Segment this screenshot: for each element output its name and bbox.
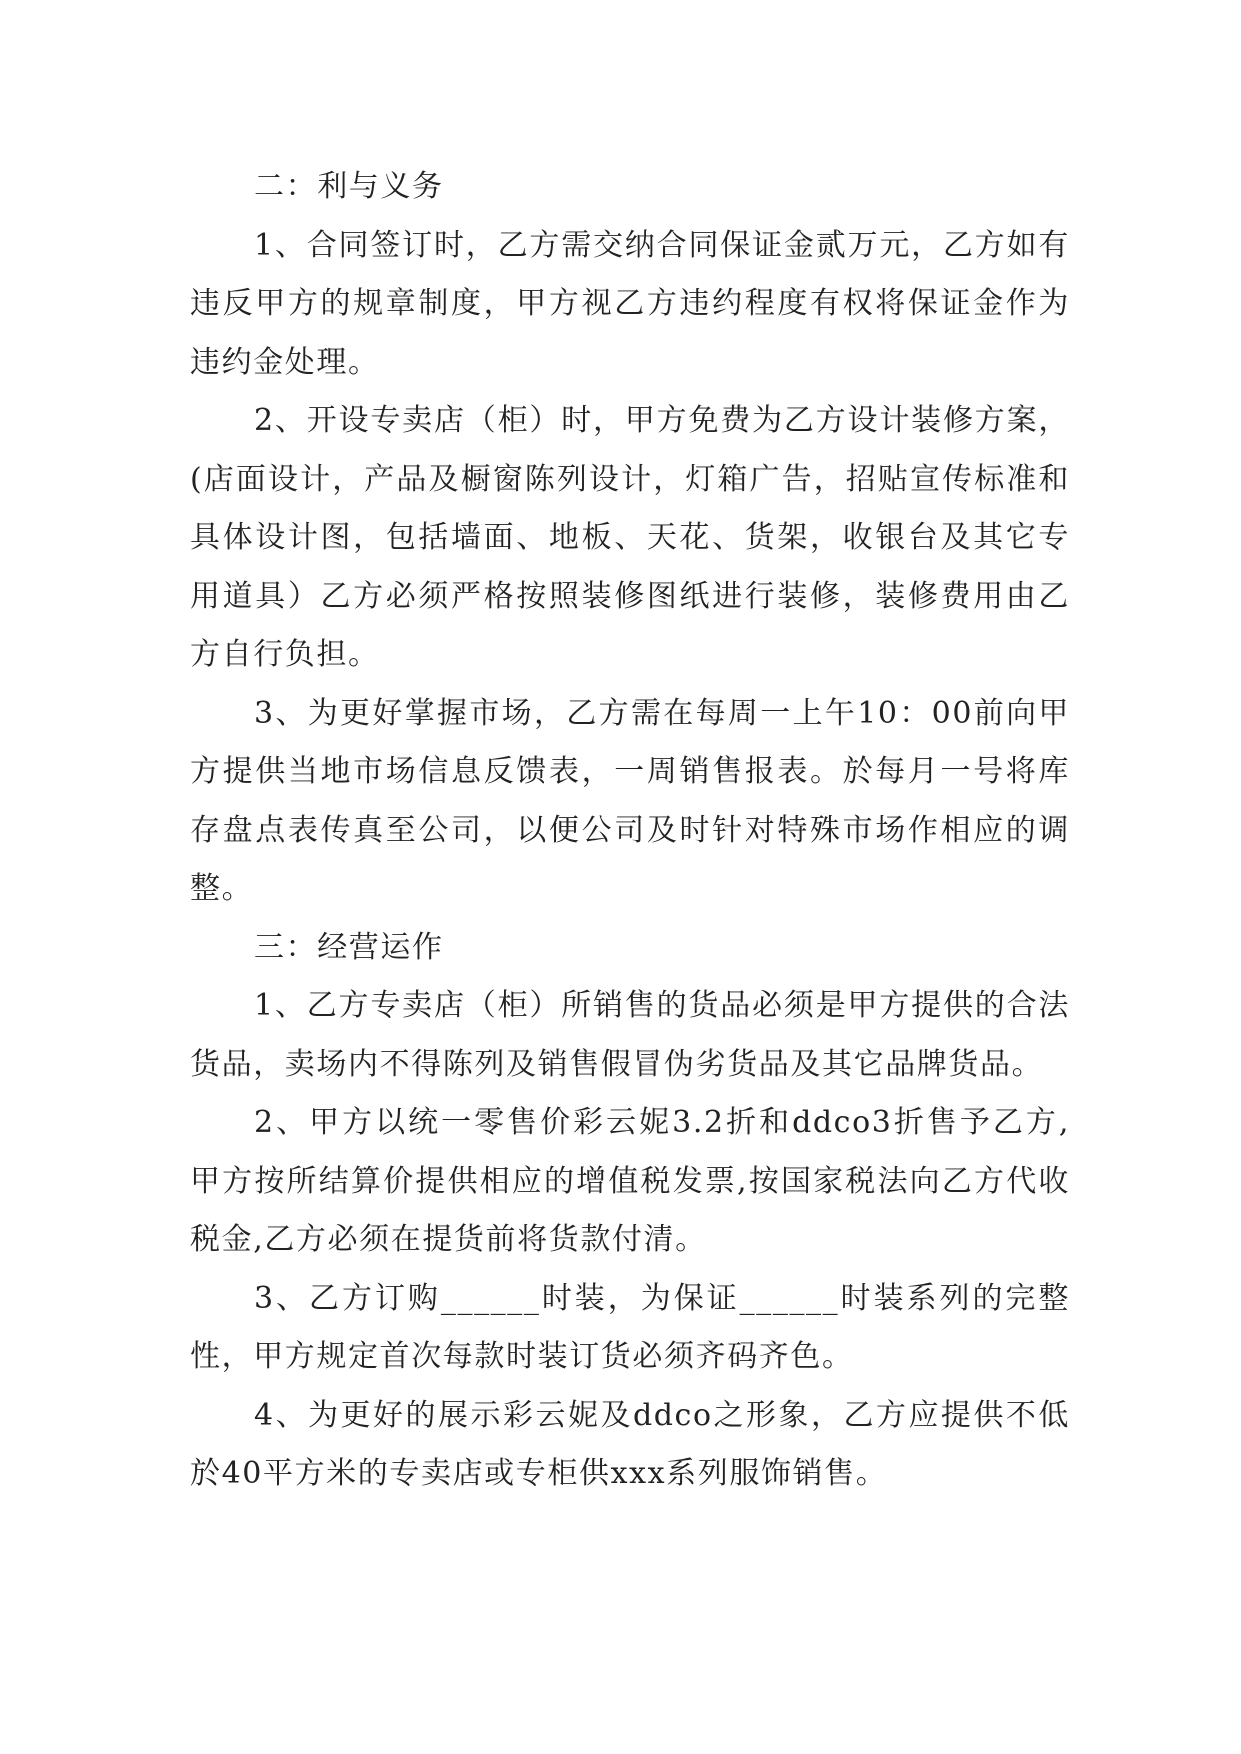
section-heading-operations: 三：经营运作 bbox=[254, 929, 444, 965]
clause-paragraph: 4、为更好的展示彩云妮及ddco之形象，乙方应提供不低於40平方米的专卖店或专柜供xxx系列服饰销售。 bbox=[190, 1397, 1070, 1491]
clause-paragraph: 3、乙方订购______时装，为保证______时装系列的完整性，甲方规定首次每款时装订货必须齐码齐色。 bbox=[190, 1280, 1070, 1374]
clause-paragraph: 3、为更好掌握市场，乙方需在每周一上午10：00前向甲方提供当地市场信息反馈表，一周销售报表。於每月一号将库存盘点表传真至公司，以便公司及时针对特殊市场作相应的调整。 bbox=[190, 695, 1070, 906]
document-body bbox=[190, 158, 1070, 1504]
clause-paragraph: 2、甲方以统一零售价彩云妮3.2折和ddco3折售予乙方,甲方按所结算价提供相应的增值税发票,按国家税法向乙方代收税金,乙方必须在提货前将货款付清。 bbox=[190, 1105, 1070, 1257]
clause-paragraph: 2、开设专卖店（柜）时，甲方免费为乙方设计装修方案，(店面设计，产品及橱窗陈列设计，灯箱广告，招贴宣传标准和具体设计图，包括墙面、地板、天花、货架，收银台及其它专用道具）乙方必须严格按照装修图纸进行装修，装修费用由乙方自行负担。 bbox=[190, 403, 1070, 672]
clause-paragraph: 1、乙方专卖店（柜）所销售的货品必须是甲方提供的合法货品，卖场内不得陈列及销售假冒伪劣货品及其它品牌货品。 bbox=[190, 988, 1070, 1082]
clause-paragraph: 1、合同签订时，乙方需交纳合同保证金贰万元，乙方如有违反甲方的规章制度，甲方视乙方违约程度有权将保证金作为违约金处理。 bbox=[190, 227, 1070, 380]
section-heading-rights-obligations: 二：利与义务 bbox=[254, 169, 444, 204]
